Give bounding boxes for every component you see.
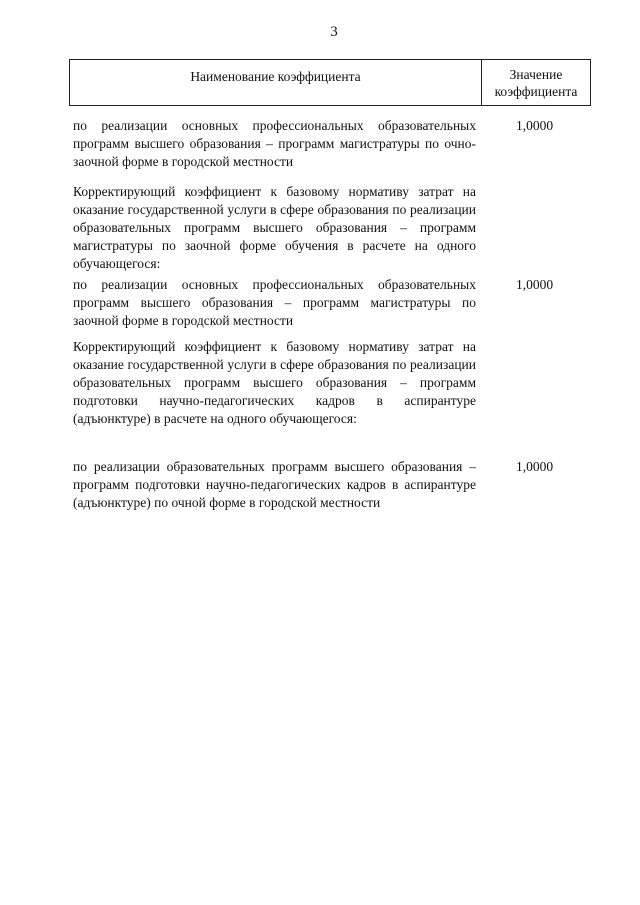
coefficient-name: по реализации основных профессиональных образовательных программ высшего образования – программ магистратуры по заочной форме в городской местности: [73, 277, 476, 328]
table-row: [73, 338, 593, 428]
coefficient-value: 1,0000: [515, 277, 554, 292]
coefficient-value: [476, 183, 593, 273]
coefficient-name: по реализации основных профессиональных образовательных программ высшего образования – программ магистратуры по очно-заочной форме в городской местности: [73, 118, 476, 169]
coefficient-value: 1,0000: [515, 459, 554, 474]
column-header-value: [482, 60, 590, 105]
column-header-value-line1: Значение: [509, 66, 563, 82]
table-header: [69, 59, 591, 106]
coefficient-section-heading: Корректирующий коэффициент к базовому нормативу затрат на оказание государственной услуги в сфере образования по реализации образовательных программ высшего образования – программ подготовки научно-педагогических кадров в аспирантуре (адъюнктуре) в расчете на одного обучающегося:: [73, 339, 476, 426]
coefficient-value: 1,0000: [515, 118, 554, 133]
column-header-value-line2: коэффициента: [494, 83, 578, 99]
coefficient-value: [476, 338, 593, 428]
table-row: [73, 117, 593, 171]
coefficient-section-heading: Корректирующий коэффициент к базовому нормативу затрат на оказание государственной услуги в сфере образования по реализации образовательных программ высшего образования – программ магистратуры по заочной форме обучения в расчете на одного обучающегося:: [73, 184, 476, 271]
table-row: [73, 183, 593, 273]
table-row: [73, 458, 593, 512]
page-number: 3: [330, 24, 338, 40]
table-row: [73, 276, 593, 330]
coefficient-name: по реализации образовательных программ высшего образования – программ подготовки научно-педагогических кадров в аспирантуре (адъюнктуре) по очной форме в городской местности: [73, 459, 476, 510]
column-header-name: Наименование коэффициента: [70, 60, 482, 105]
